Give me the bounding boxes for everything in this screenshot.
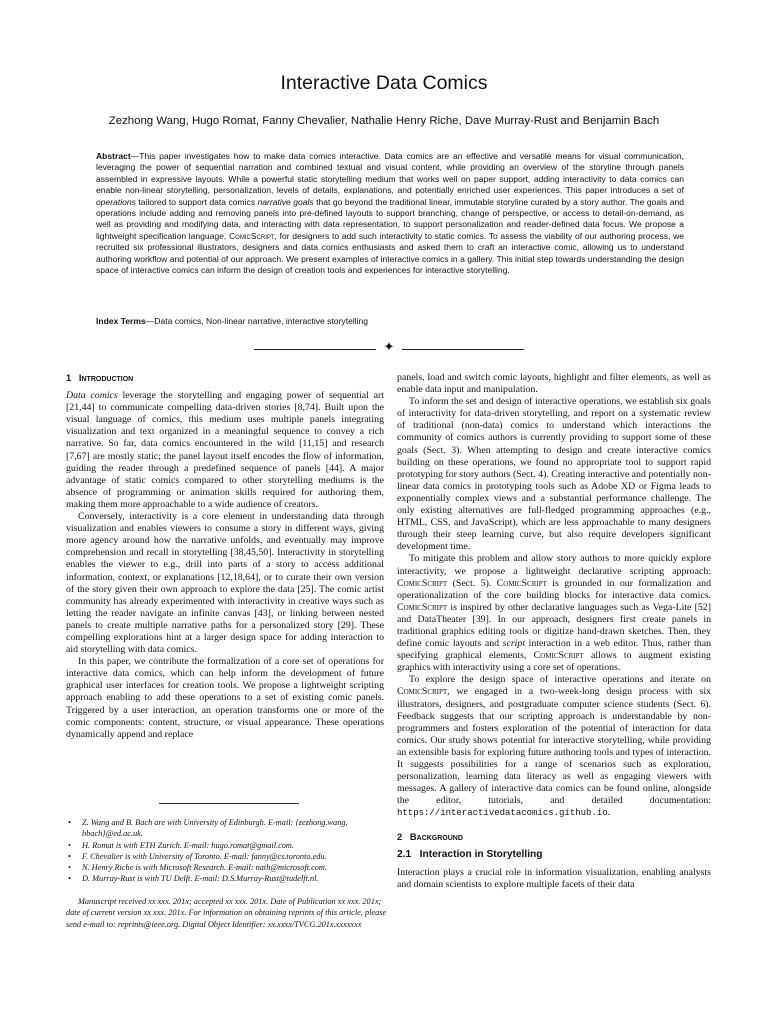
comicscript-name: ComicScript	[397, 686, 448, 698]
footnote-text: Z. Wang and B. Bach are with University of Edinburgh. E-mail: {zezhong.wang, bbach}@ed.ac.uk.	[82, 818, 348, 839]
footnote-item	[66, 862, 396, 873]
paragraph-text: (Sect. 5).	[447, 577, 497, 589]
bullet-icon: •	[68, 863, 71, 873]
emphasis: Data comics	[66, 390, 118, 402]
section-heading-introduction	[66, 372, 384, 384]
paragraph: panels, load and switch comic layouts, highlight and filter elements, as well as enable data input and manipulation.	[397, 372, 711, 396]
bullet-icon: •	[68, 874, 71, 884]
paragraph-text: allows to augment existing graphics with interactivity using a core set of operations.	[397, 650, 711, 674]
section-title: Introduction	[78, 373, 134, 383]
abstract-emphasis: operations	[96, 196, 136, 207]
section-separator	[254, 340, 524, 355]
paragraph	[397, 553, 711, 674]
bullet-icon: •	[68, 851, 71, 861]
subsection-number: 2.1	[397, 848, 412, 860]
comicscript-name: ComicScript	[496, 577, 547, 589]
paragraph-text: To explore the design space of interactive operations and iterate on	[409, 674, 711, 686]
subsection-heading	[397, 849, 711, 861]
separator-line-left	[254, 349, 376, 350]
paragraph	[397, 674, 711, 819]
paragraph-text: is inspired by other declarative languages such as Vega-Lite [52] and DataTheater [39]. In our approach, designers first create panels in traditional graphics editing tools or digitize hand-drawn sketches. Then, they define comic layouts and	[397, 601, 711, 650]
index-terms-text: —Data comics, Non-linear narrative, interactive storytelling	[145, 316, 369, 326]
bullet-icon: •	[68, 840, 71, 850]
paragraph	[66, 390, 384, 511]
emphasis: script	[502, 638, 526, 650]
paragraph-text: To mitigate this problem and allow story authors to more quickly explore interactivity, we propose a lightweight declarative scripting approach:	[397, 553, 711, 577]
footnote-text: N. Henry Riche is with Microsoft Research. E-mail: nath@microsoft.com.	[82, 863, 327, 873]
paragraph-text: is grounded in our formalization and operationalization of the core building blocks for interactive data comics.	[397, 577, 711, 601]
paragraph: In this paper, we contribute the formalization of a core set of operations for interactive data comics, which can help inform the development of future graphical user interfaces for creation tools. We propose a lightweight scripting approach enabling to add these operations to a set of existing comic panels. Triggered by a user interaction, an operation transforms one or more of the comic components: content, structure, or visual appearance. These operations dynamically append and replace	[66, 656, 384, 740]
project-url-link[interactable]: https://interactivedatacomics.github.io	[397, 808, 608, 819]
footnote-item	[66, 851, 396, 862]
separator-line-right	[402, 349, 524, 350]
paragraph: Interaction plays a crucial role in information visualization, enabling analysts and domain scientists to explore multiple facets of their data	[397, 866, 711, 890]
paragraph-text: .	[607, 807, 611, 819]
paragraph-text: leverage the storytelling and engaging power of sequential art [21,44] to communicate compelling data-driven stories [8,74]. Built upon the visual language of comics, this medium uses multiple panels integrating visualization and text organized in a meaningful sequence to convey a rich narrative. So far, data comics encountered in the wild [11,15] and research [7,67] are mostly static; the panel layout itself encodes the flow of information, guiding the reader through a predefined sequence of panels [44]. A major advantage of static comics compared to other storytelling mediums is the absence of programming or animation skills required for authoring them, making them more approachable to a wide audience of creators.	[66, 390, 385, 510]
section-title: Background	[409, 832, 463, 843]
footnote-item	[66, 840, 396, 851]
abstract-text: —This paper investigates how to make data comics interactive. Data comics are an effective and versatile means for visual communication, leveraging the power of sequential narration and combined textual and visual content, while providing an overview of the storyline through panels assembled in expressive layouts. While a powerful static storytelling medium that works well on paper support, adding interactivity to data comics can enable non-linear storytelling, personalization, levels of details, explanations, and potentially enriched user experiences. This paper introduces a set of	[96, 151, 684, 196]
comicscript-name: ComicScript	[228, 230, 275, 241]
footnote-text: H. Romat is with ETH Zurich. E-mail: hugo.romat@gmail.com.	[82, 840, 294, 850]
author-list: Zezhong Wang, Hugo Romat, Fanny Chevalier, Nathalie Henry Riche, Dave Murray-Rust and Benjamin Bach	[108, 115, 660, 127]
section-heading-background	[397, 831, 711, 843]
index-terms-label: Index Terms	[96, 316, 146, 326]
subsection-title: Interaction in Storytelling	[419, 848, 543, 860]
abstract-emphasis: narrative goals	[257, 196, 314, 207]
comicscript-name: ComicScript	[533, 650, 584, 662]
section-number: 1	[66, 373, 72, 383]
separator-diamond-icon: ✦	[383, 340, 395, 355]
author-footnotes	[66, 817, 396, 885]
manuscript-note: Manuscript received xx xxx. 201x; accepted xx xxx. 201x. Date of Publication xx xxx. 201x; date of current version xx xxx. 201x. For information on obtaining reprints of this article, please send e-mail to: reprints@ieee.org. Digital Object Identifier: xx.xxxx/TVCG.201x.xxxxxxx	[66, 897, 387, 929]
abstract-text: that go beyond the traditional linear, immutable storyline curated by a story author. The goals and operations include adding and removing panels into pre-defined layouts to support branching, change of perspective, or access to detail-on-demand, as well as providing and modifying data, and interacting with data representation, to support personalization and reader-defined data focus. We propose a lightweight specification language,	[96, 196, 684, 241]
index-terms	[96, 316, 684, 326]
footnote-item	[66, 873, 396, 884]
footnote-rule	[159, 803, 299, 804]
footnote-text: D. Murray-Rust is with TU Delft. E-mail: D.S.Murray-Rust@tudelft.nl.	[82, 874, 319, 884]
abstract-label: Abstract	[96, 151, 131, 161]
paragraph-text: interaction in a web editor. Thus, rather than specifying graphical elements,	[397, 638, 712, 662]
abstract-text: , for designers to add such interactivity to static comics. To assess the viability of our authoring process, we recruited six professional illustrators, designers and data comics enthusiasts and asked them to craft an interactive comic, allowing us to understand authoring workflow and potential of our approach. We present examples of interactive comics in a gallery. This initial step towards understanding the design space of interactive comics can inform the design of creation tools and experiences for interactive storytelling.	[96, 230, 684, 276]
paragraph-text: , we engaged in a two-week-long design process with six illustrators, designers, and postgraduate computer science students (Sect. 6). Feedback suggests that our scripting approach is understandable by non-programmers and fosters exploration of the potential of interaction for data comics. Our study shows potential for interactive storytelling, while providing an extensible basis for exploring future authoring tools and types of interaction. It suggests possibilities for a range of scenarios such as exploration, personalization, learning data literacy as well as engaging viewers with messages. A gallery of interactive data comics can be found online, alongside the editor, tutorials, and detailed documentation:	[397, 686, 711, 807]
footnote-item	[66, 817, 396, 840]
paragraph: To inform the set and design of interactive operations, we establish six goals of interactivity for data-driven storytelling, and report on a systematic review of traditional (non-data) comics to understand which interactions the community of comics authors is currently providing to support some of these goals (Sect. 3). When attempting to design and create interactive comics building on these operations, we found no appropriate tool to support rapid prototyping for story authors (Sect. 4). Creating interactive and potentially non-linear data comics in prototyping tools such as Adobe XD or Figma leads to exponentially complex views and a substantial performance challenge. The only existing alternatives are full-fledged programming approaches (e.g., HTML, CSS, and JavaScript), which are less approachable to many designers through their steep learning curve, but also require developers significant development time.	[397, 396, 711, 553]
left-column	[66, 372, 384, 741]
bullet-icon: •	[68, 818, 71, 827]
section-number: 2	[397, 832, 403, 843]
abstract	[96, 151, 684, 276]
right-column	[397, 372, 711, 891]
comicscript-name: ComicScript	[397, 601, 448, 613]
footnote-text: F. Chevalier is with University of Toronto. E-mail: fanny@cs.toronto.edu.	[82, 851, 327, 861]
abstract-text: tailored to support data comics	[135, 196, 258, 207]
paper-title: Interactive Data Comics	[280, 72, 488, 94]
paragraph: Conversely, interactivity is a core element in understanding data through visualization and enables viewers to consume a story in different ways, giving more agency around how the narrative unfolds, and eventually may improve comprehension and recall in storytelling [38,45,50]. Interactivity in storytelling enables the viewer to e.g., drill into parts of a story to access additional information, context, or explanations [12,18,64], or to curate their own version of the story given their own approach to explore the data [25]. The comic artist community has already experimented with interactivity in creative ways such as letting the reader navigate an infinite canvas [43], or linking between nested panels to create multiple narrative paths for a personalized story [29]. These compelling explorations hint at a larger design space for adding interaction to aid storytelling with data comics.	[66, 511, 384, 656]
comicscript-name: ComicScript	[397, 577, 448, 589]
